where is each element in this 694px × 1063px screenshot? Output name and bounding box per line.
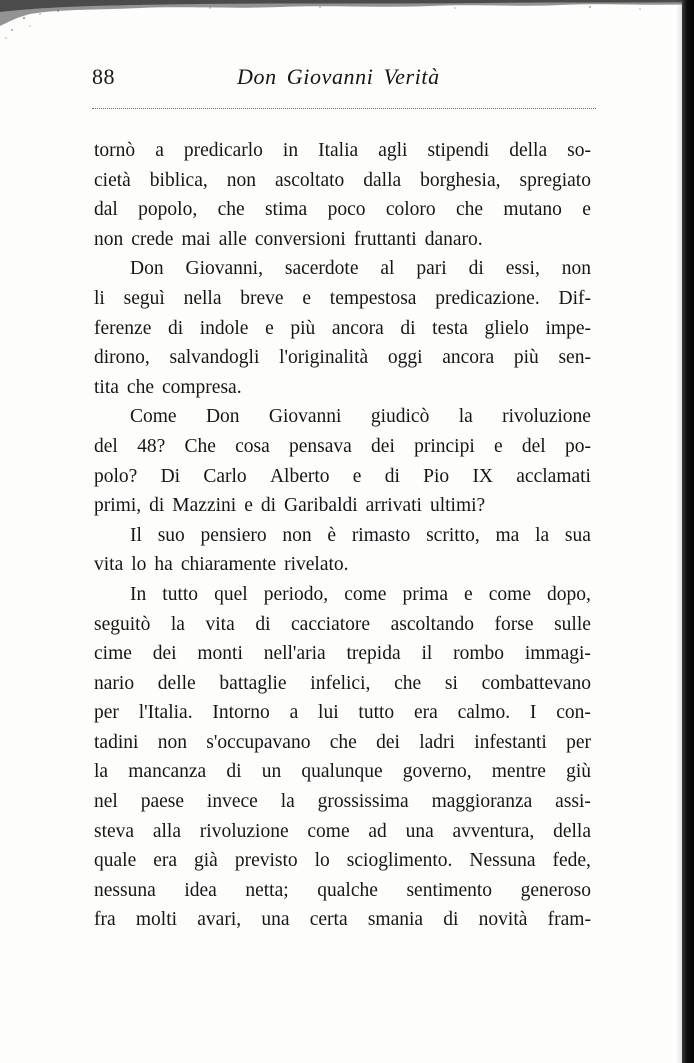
word: e	[302, 287, 312, 309]
word: Nessuna	[469, 850, 536, 872]
word: arrivati	[365, 495, 422, 517]
word: sentimento	[406, 879, 493, 901]
word: Di	[160, 465, 181, 487]
word: alle	[218, 228, 247, 250]
word: giù	[566, 761, 591, 783]
word: Carlo	[203, 465, 247, 487]
word: dal	[94, 199, 118, 221]
word: ma	[495, 524, 520, 546]
word: di	[443, 909, 459, 931]
word: assi-	[555, 791, 591, 813]
text-line	[94, 846, 591, 876]
word: di	[149, 495, 165, 517]
word: po-	[564, 435, 591, 457]
word: rimasto	[351, 524, 411, 546]
word: impe-	[545, 317, 591, 339]
text-line	[94, 284, 591, 314]
word: testa	[432, 317, 468, 339]
word: pensava	[289, 435, 352, 457]
word: cime	[94, 643, 132, 665]
word: non	[561, 258, 591, 280]
word: popolo,	[138, 199, 198, 221]
word: prima	[402, 583, 448, 605]
scan-edge-noise	[0, 0, 694, 42]
text-line	[94, 462, 591, 492]
word: qualunque	[301, 761, 383, 783]
word: grossissima	[317, 791, 409, 813]
word: più	[290, 317, 316, 339]
word: seguì	[123, 287, 165, 309]
word: salvandogli	[169, 347, 260, 369]
word: a	[155, 140, 164, 161]
word: si	[444, 672, 458, 694]
text-line	[94, 698, 591, 728]
word: tornò	[94, 140, 136, 161]
word: è	[327, 524, 337, 546]
word: rivoluzione	[199, 820, 289, 842]
word: molti	[135, 909, 178, 931]
word: sulle	[554, 613, 591, 635]
word: glielo	[484, 317, 529, 339]
word: steva	[94, 820, 135, 842]
word: I	[529, 702, 537, 724]
text-line	[94, 757, 591, 787]
word: rivelato.	[284, 554, 349, 576]
body-text	[94, 136, 591, 935]
word: ad	[368, 820, 387, 842]
word: un	[261, 761, 282, 783]
word: ancora	[442, 347, 495, 369]
binding-edge	[682, 0, 694, 1063]
word: che	[217, 199, 245, 221]
word: In	[130, 583, 147, 605]
word: governo,	[402, 761, 472, 783]
word: so-	[567, 140, 591, 161]
word: per	[94, 702, 119, 724]
word: che	[394, 672, 422, 694]
text-line	[94, 136, 591, 166]
word: fra	[94, 909, 116, 931]
page-number: 88	[92, 64, 115, 89]
word: tutto	[162, 583, 199, 605]
word: giudicò	[370, 406, 430, 428]
word: crede	[131, 228, 174, 250]
word: stipendi	[427, 140, 490, 161]
word: la	[458, 406, 473, 428]
word: predicarlo	[183, 140, 263, 161]
word: nell'aria	[263, 643, 326, 665]
text-line	[94, 817, 591, 847]
word: tempestosa	[329, 287, 417, 309]
word: compresa.	[161, 376, 242, 398]
word: nel	[94, 791, 118, 813]
word: periodo,	[263, 583, 329, 605]
word: ferenze	[94, 317, 152, 339]
word: della	[509, 140, 548, 161]
text-line	[94, 521, 591, 551]
word: fede,	[552, 850, 591, 872]
word: Come	[130, 406, 177, 428]
word: dopo,	[547, 583, 591, 605]
word: e	[494, 435, 503, 457]
word: di	[468, 258, 484, 280]
word: nario	[94, 672, 135, 694]
word: tadini	[94, 731, 139, 753]
word: pari	[416, 258, 447, 280]
word: immagi-	[524, 643, 591, 665]
word: monti	[197, 643, 243, 665]
word: maggioranza	[431, 791, 533, 813]
word: del	[94, 435, 118, 457]
word: non	[157, 731, 187, 753]
word: generoso	[520, 879, 591, 901]
word: e	[582, 199, 591, 221]
word: principi	[414, 435, 475, 457]
word: alla	[152, 820, 182, 842]
word: che	[455, 199, 484, 221]
word: paese	[140, 791, 185, 813]
word: di	[400, 317, 416, 339]
word: delle	[157, 672, 196, 694]
text-line	[94, 254, 591, 284]
word: primi,	[94, 495, 142, 517]
word: coloro	[385, 199, 436, 221]
text-line	[94, 550, 591, 580]
word: certa	[309, 909, 348, 931]
word: avari,	[197, 909, 242, 931]
word: Pio	[423, 465, 450, 487]
word: polo?	[94, 465, 138, 487]
word: dei	[152, 643, 177, 665]
word: scritto,	[426, 524, 480, 546]
running-title: Don Giovanni Verità	[237, 64, 440, 89]
word: mai	[181, 228, 211, 250]
word: dei	[376, 731, 400, 753]
word: Don	[205, 406, 240, 428]
word: era	[413, 702, 438, 724]
word: tita	[94, 376, 119, 398]
text-line	[94, 905, 591, 935]
text-line	[94, 195, 591, 225]
word: stima	[264, 199, 308, 221]
word: forse	[494, 613, 534, 635]
word: come	[488, 583, 531, 605]
word: combattevano	[481, 672, 591, 694]
word: infestanti	[474, 731, 547, 753]
word: cacciatore	[291, 613, 371, 635]
word: di	[255, 613, 271, 635]
word: lo	[314, 850, 330, 872]
word: ha	[154, 554, 173, 576]
word: ascoltando	[390, 613, 474, 635]
word: netta;	[245, 879, 289, 901]
word: ultimi?	[429, 495, 486, 517]
word: Don	[130, 258, 164, 280]
word: li	[94, 287, 105, 309]
word: lo	[131, 554, 147, 576]
word: trepida	[346, 643, 401, 665]
word: cietà	[94, 169, 131, 191]
word: s'occupavano	[206, 731, 311, 753]
word: mentre	[491, 761, 546, 783]
word: e	[464, 583, 473, 605]
word: invece	[206, 791, 258, 813]
word: il	[421, 643, 433, 665]
word: che	[329, 731, 357, 753]
word: e	[352, 465, 362, 487]
word: e	[265, 317, 274, 339]
word: pensiero	[200, 524, 267, 546]
word: in	[282, 140, 299, 161]
word: dei	[371, 435, 395, 457]
text-line	[94, 432, 591, 462]
word: smania	[367, 909, 424, 931]
running-head	[92, 64, 602, 94]
word: sua	[564, 524, 591, 546]
word: di	[384, 465, 400, 487]
word: la	[170, 613, 185, 635]
text-line	[94, 491, 591, 521]
word: quel	[214, 583, 248, 605]
word: acclamati	[516, 465, 591, 487]
word: tutto	[358, 702, 395, 724]
word: non	[226, 169, 256, 191]
text-line	[94, 166, 591, 196]
word: della	[553, 820, 591, 842]
word: poco	[327, 199, 366, 221]
word: di	[167, 317, 184, 339]
word: una	[405, 820, 434, 842]
text-line	[94, 225, 591, 255]
word: di	[226, 761, 242, 783]
word: suo	[157, 524, 185, 546]
word: non	[282, 524, 312, 546]
word: previsto	[234, 850, 298, 872]
word: Mazzini	[172, 495, 237, 517]
word: conversioni	[254, 228, 346, 250]
word: novità	[478, 909, 528, 931]
word: quale	[94, 850, 137, 872]
word: dalla	[363, 169, 402, 191]
word: del	[521, 435, 546, 457]
text-line	[94, 314, 591, 344]
word: la	[535, 524, 550, 546]
word: seguitò	[94, 613, 151, 635]
word: la	[280, 791, 295, 813]
word: l'originalità	[279, 347, 369, 369]
word: battaglie	[219, 672, 287, 694]
text-line	[94, 876, 591, 906]
word: vita	[205, 613, 235, 635]
word: Intorno	[212, 702, 270, 724]
word: Italia	[318, 140, 359, 161]
word: ascoltato	[274, 169, 345, 191]
word: lui	[318, 702, 339, 724]
word: agli	[378, 140, 408, 161]
word: fram-	[547, 909, 591, 931]
word: essi,	[505, 258, 540, 280]
word: la	[94, 761, 109, 783]
word: indole	[199, 317, 249, 339]
word: oggi	[387, 347, 423, 369]
word: per	[566, 731, 591, 753]
text-line	[94, 728, 591, 758]
word: biblica,	[149, 169, 208, 191]
word: sacerdote	[284, 258, 359, 280]
word: chiaramente	[180, 554, 277, 576]
word: mutano	[503, 199, 562, 221]
word: vita	[94, 554, 124, 576]
text-line	[94, 669, 591, 699]
word: Dif-	[558, 287, 591, 309]
word: borghesia,	[420, 169, 501, 191]
word: IX	[472, 465, 494, 487]
word: scioglimento.	[346, 850, 453, 872]
word: danaro.	[424, 228, 483, 250]
word: fruttanti	[353, 228, 417, 250]
word: più	[513, 347, 539, 369]
word: non	[94, 228, 124, 250]
word: dirono,	[94, 347, 150, 369]
word: calmo.	[457, 702, 511, 724]
word: a	[289, 702, 299, 724]
word: al	[380, 258, 395, 280]
word: ladri	[419, 731, 455, 753]
word: 48?	[137, 435, 166, 457]
word: rivoluzione	[502, 406, 591, 428]
word: avventura,	[452, 820, 535, 842]
word: con-	[556, 702, 591, 724]
word: come	[307, 820, 350, 842]
word: ancora	[331, 317, 384, 339]
text-line	[94, 639, 591, 669]
word: nessuna	[94, 879, 156, 901]
word: infelici,	[310, 672, 371, 694]
word: idea	[184, 879, 217, 901]
word: Giovanni	[268, 406, 342, 428]
word: qualche	[317, 879, 378, 901]
word: spregiato	[519, 169, 591, 191]
word: Alberto	[269, 465, 330, 487]
word: come	[344, 583, 387, 605]
word: rombo	[453, 643, 505, 665]
text-line	[94, 580, 591, 610]
word: già	[194, 850, 218, 872]
text-line	[94, 402, 591, 432]
word: nella	[183, 287, 222, 309]
word: una	[261, 909, 290, 931]
text-line	[94, 610, 591, 640]
word: Giovanni,	[185, 258, 263, 280]
word: breve	[240, 287, 284, 309]
word: di	[260, 495, 277, 517]
text-line	[94, 787, 591, 817]
header-divider	[92, 108, 596, 109]
word: l'Italia.	[138, 702, 193, 724]
text-line	[94, 343, 591, 373]
word: Il	[130, 524, 142, 546]
word: Che	[184, 435, 216, 457]
word: Garibaldi	[284, 495, 358, 517]
word: mancanza	[128, 761, 207, 783]
word: che	[126, 376, 154, 398]
word: era	[153, 850, 178, 872]
text-line	[94, 373, 591, 403]
word: predicazione.	[435, 287, 540, 309]
word: sen-	[558, 347, 591, 369]
word: e	[244, 495, 253, 517]
word: cosa	[235, 435, 270, 457]
